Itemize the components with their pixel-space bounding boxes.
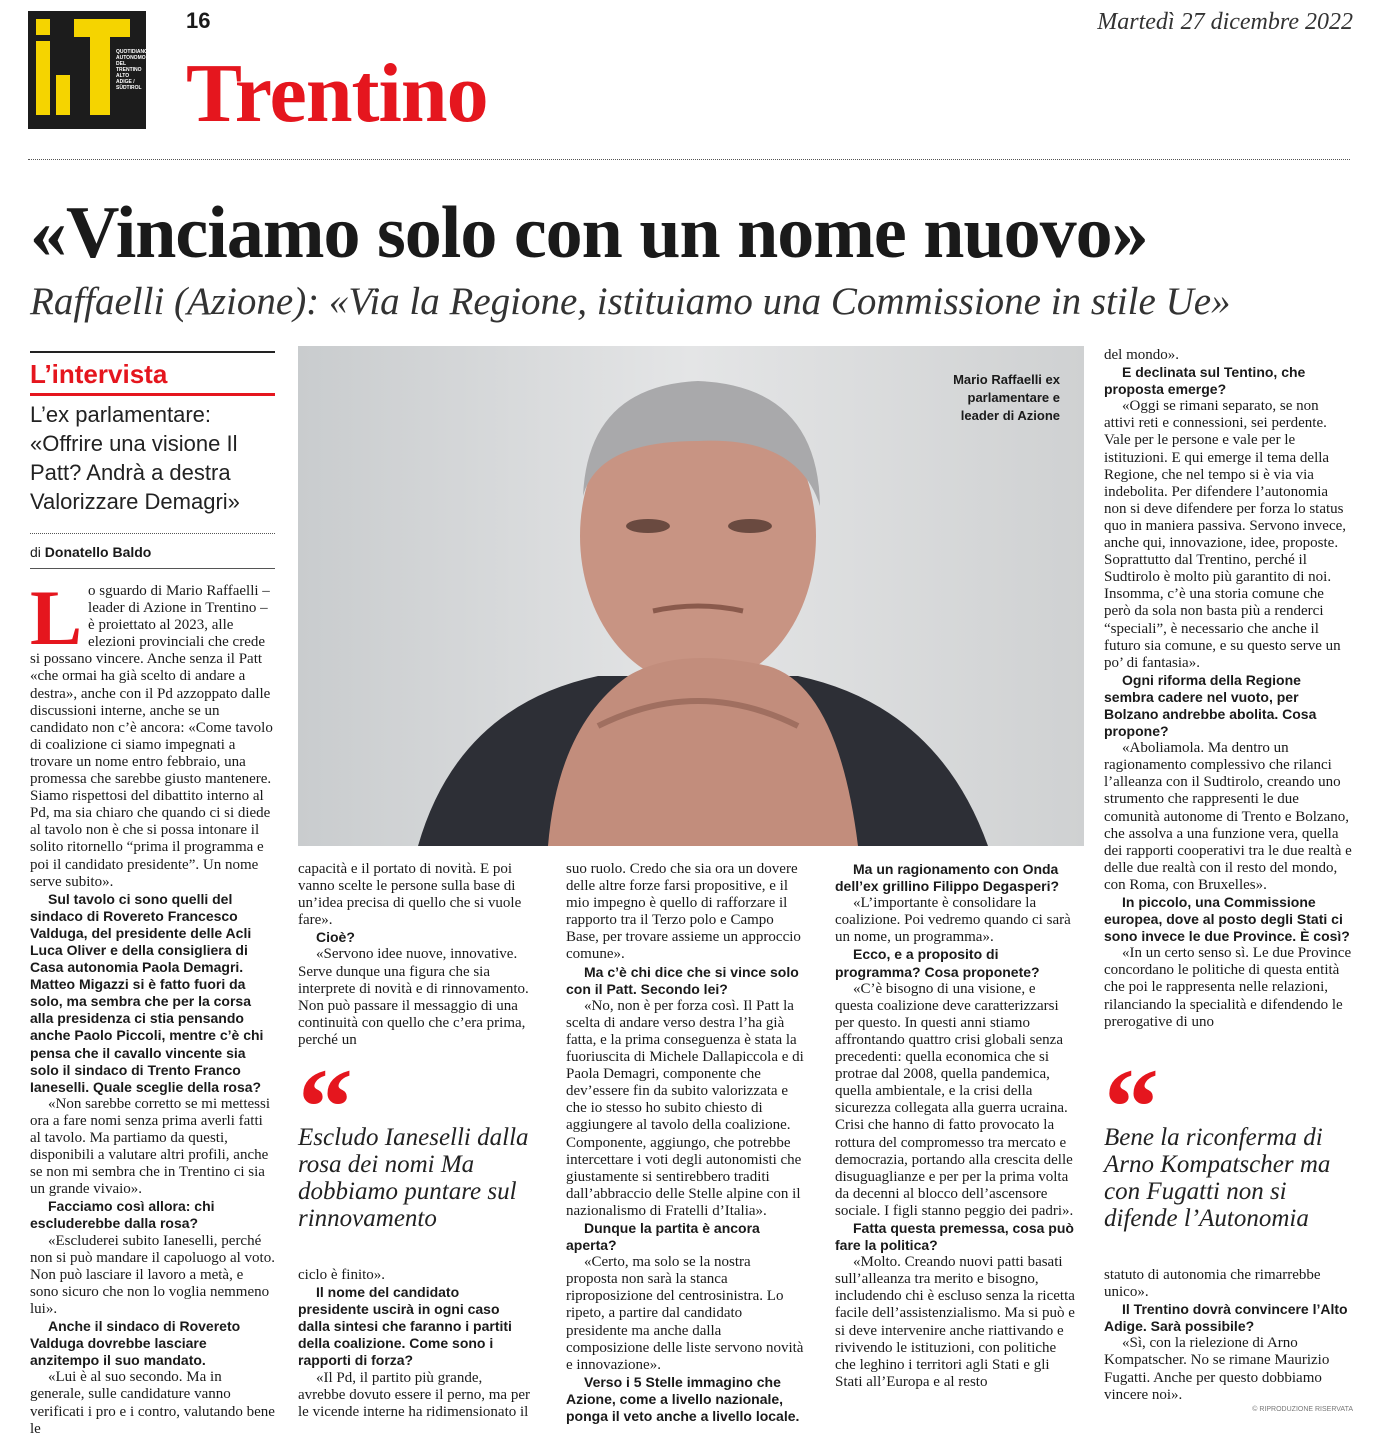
logo-letter-t-bar bbox=[74, 19, 130, 37]
interview-answer: «Servono idee nuove, innovative. Serve dunque una figura che sia interprete di novità e di rinnovamento. Non può passare il messaggio di una continuità con quello che c’era prima, perché un bbox=[298, 946, 529, 1048]
interview-answer: «Molto. Creando nuovi patti basati sull’alleanza tra merito e bisogno, includendo chi è escluso senza la ricetta facile dell’assistenzialismo. Ma si può e si deve intervenire anche riattivando e rivivendo le istituzioni, con politiche che leghino i territori agli Stati e gli Stati all’Europa e al resto bbox=[835, 1254, 1075, 1390]
article-headline: «Vinciamo solo con un nome nuovo» bbox=[30, 192, 1148, 274]
interview-answer: «Certo, ma solo se la nostra proposta non sarà la stanca riproposizione del centrosinistra. Lo ripeto, a partire dal candidato presidente ma anche dalla composizione delle liste servono novità e innovazione». bbox=[566, 1254, 804, 1373]
interview-answer: «Aboliamola. Ma dentro un ragionamento complessivo che rilanci l’alleanza con il Sudtirolo, creando uno strumento che rappresenti le due comunità autonome di Trento e Bolzano, che assolva a una funzione vera, quella dei rapporti cooperativi tra le due realtà e delle due realtà con il resto del mondo, con Roma, con Bruxelles». bbox=[1104, 740, 1352, 893]
article-column-2-continued: ciclo è finito». Il nome del candidato presidente uscirà in ogni caso dalla sintesi che faranno i partiti della coalizione. Come sono i rapporti di forza? «Il Pd, il partito più grande, avrebbe dovuto essere il perno, ma per le vicende interne ha ridimensionato il bbox=[298, 1267, 530, 1420]
interview-answer: «In un certo senso sì. Le due Province concordano le politiche di questa entità che poi le rappresenta nelle relazioni, rilanciando la specialità e difendendo le prerogative di uno bbox=[1104, 945, 1352, 1030]
byline-author: Donatello Baldo bbox=[44, 544, 152, 560]
copyright-credit: © RIPRODUZIONE RISERVATA bbox=[1252, 1406, 1353, 1413]
logo-letter-i bbox=[36, 41, 50, 115]
pull-quote: Bene la riconferma di Arno Kompatscher ma con Fugatti non si difende l’Autonomia bbox=[1104, 1124, 1331, 1232]
byline-prefix: di bbox=[30, 544, 41, 560]
byline bbox=[30, 544, 151, 560]
interview-question: Ogni riforma della Regione sembra cadere nel vuoto, per Bolzano andrebbe abolita. Cosa propone? bbox=[1104, 671, 1317, 740]
summary-divider bbox=[30, 533, 275, 534]
byline-divider bbox=[30, 568, 275, 569]
article-column-2: capacità e il portato di novità. E poi vanno scelte le persone sulla base di un’idea precisa di quello che si vuole fare». Cioè? «Servono idee nuove, innovative. Serve dunque una figura che sia interprete di novità e di rinnovamento. Non può passare il messaggio di una continuità con quello che c’era prima, perché un bbox=[298, 861, 532, 1077]
interview-question: Ma c’è chi dice che si vince solo con il Patt. Secondo lei? bbox=[566, 963, 799, 997]
rubric-red-rule bbox=[30, 393, 275, 396]
interview-question: Verso i 5 Stelle immagino che Azione, come a livello nazionale, ponga il veto anche a livello locale. bbox=[566, 1373, 800, 1424]
quote-mark-icon: “ bbox=[298, 1046, 353, 1168]
interview-answer: «Sì, con la rielezione di Arno Kompatscher. No se rimane Maurizio Fugatti. Anche per questo dobbiamo vincere noi». bbox=[1104, 1335, 1330, 1403]
interview-question: Facciamo così allora: chi escluderebbe dalla rosa? bbox=[30, 1198, 215, 1232]
interview-answer: «Non sarebbe corretto se mi mettessi ora a fare nomi senza prima averli fatti al tavolo. Ma partiamo da questi, disponibili a valutare altri profili, anche se non mi sembra che in Trentino ci sia un grande vivaio». bbox=[30, 1095, 271, 1198]
rubric-label: L’intervista bbox=[30, 359, 168, 389]
interview-question: Il Trentino dovrà convincere l’Alto Adige. Sarà possibile? bbox=[1104, 1301, 1348, 1335]
logo-letter-l bbox=[56, 75, 70, 115]
interview-question: In piccolo, una Commissione europea, dove al posto degli Stati ci sono invece le due Province. È così? bbox=[1104, 894, 1350, 945]
interview-answer: «Il Pd, il partito più grande, avrebbe dovuto essere il perno, ma per le vicende interne ha ridimensionato il bbox=[298, 1369, 530, 1420]
interview-question: Anche il sindaco di Rovereto Valduga dovrebbe lasciare anzitempo il suo mandato. bbox=[30, 1318, 241, 1369]
article-column-5-continued: statuto di autonomia che rimarrebbe unico». Il Trentino dovrà convincere l’Alto Adige. Sarà possibile? «Sì, con la rielezione di Arno Kompatscher. No se rimane Maurizio Fugatti. Anche per questo dobbiamo vincere noi». bbox=[1104, 1267, 1352, 1417]
interview-answer: «No, non è per forza così. Il Patt la scelta di andare verso destra l’ha già fatta, e la prima conseguenza è stata la fuoriuscita di Michele Dallapiccola e di Paola Demagri, componente che dev’essere fin da subito valorizzata e che io stesso ho subito chiesto di aggiungere al tavolo della coalizione. Componente, aggiungo, che potrebbe intercettare i voti degli autonomisti che giustamente si sentirebbero traditi dall’abbraccio delle Stelle alpine con il nazionalismo di Fratelli d’Italia». bbox=[566, 997, 804, 1219]
interview-question: Sul tavolo ci sono quelli del sindaco di Rovereto Francesco Valduga, del presidente delle Acli Luca Oliver e della consigliera di Casa autonomia Paola Demagri. Matteo Migazzi si è fatto fuori da solo, ma sembra che per la corsa alla presidenza ci stia pensando anche Paolo Piccoli, mentre c’è chi pensa che il cavallo vincente sia solo il sindaco di Trento Franco Ianeselli. Quale sceglie della rosa? bbox=[30, 890, 264, 1095]
interview-answer: «C’è bisogno di una visione, e questa coalizione deve caratterizzarsi per questo. In questi anni stiamo affrontando quattro crisi globali senza precedenti: quella economica che si protrae dal 2008, quella pandemica, quella ambientale, e la crisi della sicurezza collegata alla guerra ucraina. Crisi che hanno di fatto provocato la rottura del compromesso tra mercato e democrazia, portando alla crescita delle disuguaglianze e per per la prima volta da decenni al blocco dell’ascensore sociale. I figli stanno peggio dei padri». bbox=[835, 980, 1074, 1219]
newspaper-logo bbox=[28, 11, 146, 129]
issue-date: Martedì 27 dicembre 2022 bbox=[1097, 9, 1353, 35]
masthead-divider bbox=[28, 159, 1350, 160]
article-column-3: suo ruolo. Credo che sia ora un dovere delle altre forze farsi propositive, e il mio impegno è quello di rafforzare il rapporto tra il Terzo polo e Campo Base, per trovare assieme un approccio comune». Ma c’è chi dice che si vince solo con il Patt. Secondo lei? «No, non è per forza così. Il Patt la scelta di andare verso destra l’ha già fatta, e la prima conseguenza è stata la fuoriuscita di Michele Dallapiccola e di Paola Demagri, componente che dev’essere fin da subito valorizzata e che io stesso ho subito chiesto di aggiungere al tavolo della coalizione. Componente, aggiungo, che potrebbe intercettare i voti degli autonomisti che giustamente si sentirebbero traditi dall’abbraccio delle Stelle alpine con il nazionalismo di Fratelli d’Italia». Dunque la partita è ancora aperta? «Certo, ma solo se la nostra proposta non sarà la stanca riproposizione del centrosinistra. Lo ripeto, a partire dal candidato presidente ma anche dalla composizione delle liste servono novità e innovazione». Verso i 5 Stelle immagino che Azione, come a livello nazionale, ponga il veto anche a livello locale. bbox=[566, 861, 806, 1417]
interview-question: Ma un ragionamento con Onda dell’ex grillino Filippo Degasperi? bbox=[835, 861, 1060, 895]
article-subheadline: Raffaelli (Azione): «Via la Regione, istituiamo una Commissione in stile Ue» bbox=[30, 280, 1231, 323]
quote-mark-icon: “ bbox=[1104, 1046, 1159, 1168]
interview-answer: «L’importante è consolidare la coalizione. Poi vedremo quando ci sarà un nome, un programma». bbox=[835, 895, 1071, 946]
page-number: 16 bbox=[186, 8, 211, 33]
pull-quote: Escludo Ianeselli dalla rosa dei nomi Ma dobbiamo puntare sul rinnovamento bbox=[298, 1124, 529, 1232]
interview-question: E declinata sul Tentino, che proposta emerge? bbox=[1104, 364, 1306, 398]
section-title: Trentino bbox=[186, 47, 488, 140]
article-column-4 bbox=[835, 861, 1075, 1417]
photo-caption: Mario Raffaelli ex parlamentare e leader di Azione bbox=[953, 372, 1060, 423]
interview-question: Cioè? bbox=[316, 929, 355, 946]
interview-answer: «Oggi se rimani separato, se non attivi reti e connessioni, sei perdente. Vale per le persone e vale per le istituzioni. E qui emerge il tema della Regione, che nel tempo si è via via indebolita. Per difendere l’autonomia non si deve difendere per forza lo status quo in maniera passiva. Servono invece, anche qui, innovazione, idee, proposte. Soprattutto dal Trentino, perché il Sudtirolo è molto più garantito di noi. Insomma, c’è una storia comune che però da sola non basta più a renderci “speciali”, è necessario che anche il futuro sia comune, e su questo serve un po’ di fantasia». bbox=[1104, 398, 1347, 671]
interview-question: Dunque la partita è ancora aperta? bbox=[566, 1219, 760, 1254]
interview-question: Ecco, e a proposito di programma? Cosa proponete? bbox=[835, 946, 1040, 980]
interview-answer: «Escluderei subito Ianeselli, perché non si può mandare il capoluogo al voto. Non può lasciare il lavoro a metà, e sono sicuro che non lo voglia nemmeno lui». bbox=[30, 1232, 275, 1317]
rubric-top-rule bbox=[30, 351, 275, 353]
article-column-1 bbox=[30, 574, 275, 1437]
interview-question: Il nome del candidato presidente uscirà in ogni caso dalla sintesi che faranno i partiti della coalizione. Come sono i rapporti di forza? bbox=[298, 1284, 512, 1369]
logo-tagline: QUOTIDIANO AUTONOMO DEL TRENTINO ALTO ADIGE / SÜDTIROL bbox=[116, 49, 148, 91]
logo-letter-i-dot bbox=[36, 19, 50, 35]
lead-paragraph: Lo sguardo di Mario Raffaelli – leader di Azione in Trentino – è proiettato al 2023, alle elezioni provinciali che crede si possano vincere. Anche senza il Patt «che ormai ha già scelto di andare a destra», anche con il Pd azzoppato dalle discussioni interne, anche se un candidato non c’è ancora: «Come tavolo di coalizione ci siamo impegnati a trovare un nome entro febbraio, una promessa che sarebbe giusto mantenere. Siamo rispettosi del dibattito interno al Pd, ma sia chiaro che quando ci si diede al tavolo non è che si possa intonare il solito ritornello “prima il programma e poi il candidato presidente”. Un nome serve subito». bbox=[30, 574, 273, 890]
article-summary: L’ex parlamentare: «Offrire una visione Il Patt? Andrà a destra Valorizzare Demagri» bbox=[30, 402, 240, 514]
drop-cap: L bbox=[30, 574, 83, 661]
interview-question: Fatta questa premessa, cosa può fare la politica? bbox=[835, 1219, 1074, 1254]
logo-letter-t-stem bbox=[90, 37, 110, 115]
article-column-5: del mondo». E declinata sul Tentino, che proposta emerge? «Oggi se rimani separato, se non attivi reti e connessioni, sei perdente. Vale per le persone e vale per le istituzioni. E qui emerge il tema della Regione, che nel tempo si è via via indebolita. Per difendere l’autonomia non si deve difendere per forza lo status quo in maniera passiva. Servono invece, anche qui, innovazione, idee, proposte. Soprattutto dal Trentino, perché il Sudtirolo è molto più garantito di noi. Insomma, c’è una storia comune che però da sola non basta più a renderci “speciali”, è necessario che anche il futuro sia comune, e su questo serve un po’ di fantasia». Ogni riforma della Regione sembra cadere nel vuoto, per Bolzano andrebbe abolita. Cosa propone? «Aboliamola. Ma dentro un ragionamento complessivo che rilanci l’alleanza con il Sudtirolo, creando uno strumento che rappresenti le due comunità autonome di Trento e Bolzano, che assolva a una funzione vera, quella dei rapporti cooperativi tra le due realtà e delle due realtà con il resto del mondo, con Roma, con Bruxelles». In piccolo, una Commissione europea, dove al posto degli Stati ci sono invece le due Province. È così? «In un certo senso sì. Le due Province concordano le politiche di questa entità che poi le rappresenta nelle relazioni, rilanciando la specialità e difendendo le prerogative di uno bbox=[1104, 347, 1352, 1030]
interview-answer: «Lui è al suo secondo. Ma in generale, sulle candidature vanno verificati i pro e i contro, valutando bene le bbox=[30, 1369, 275, 1437]
